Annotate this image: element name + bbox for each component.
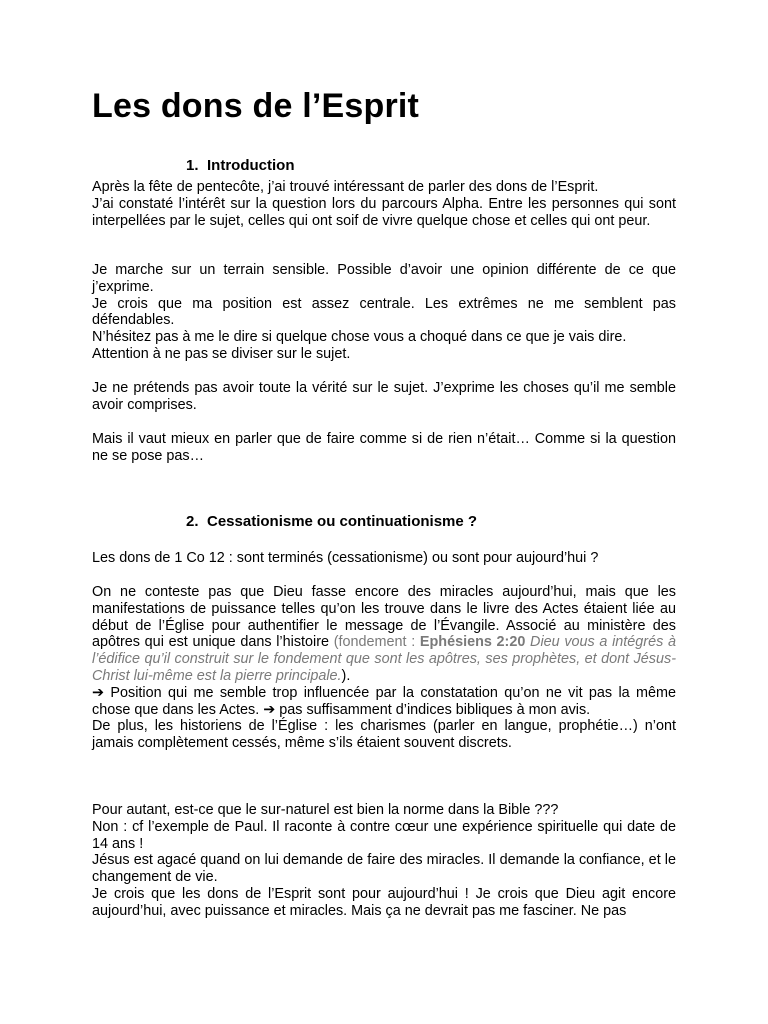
intro-paragraph-2 [92, 262, 676, 363]
paragraph-line: Mais il vaut mieux en parler que de faire comme si de rien n’était… Comme si la question ne se pose pas… [92, 431, 676, 464]
paragraph-line: Je crois que les dons de l’Esprit sont pour aujourd’hui ! Je crois que Dieu agit encore aujourd’hui, avec puissance et miracles. Mais ça ne devrait pas me fasciner. Ne pas [92, 885, 676, 919]
section2-question [92, 550, 676, 567]
arrow-icon: ➔ [92, 684, 105, 701]
arrow-icon: ➔ [263, 701, 276, 718]
section-number: 1. [186, 157, 199, 174]
document-title: Les dons de l’Esprit [92, 87, 420, 125]
historians-text: De plus, les historiens de l’Église : les charismes (parler en langue, prophétie…) n’ont jamais complètement cessés, même s’ils étaient souvent discrets. [92, 718, 676, 752]
paragraph-line: Jésus est agacé quand on lui demande de faire des miracles. Il demande la confiance, et le changement de vie. [92, 852, 676, 886]
conclusion-text: pas suffisamment d’indices bibliques à mon avis. [279, 701, 591, 718]
paragraph-line: Je crois que ma position est assez centrale. Les extrêmes ne me semblent pas défendables. [92, 295, 676, 329]
paragraph-line: Les dons de 1 Co 12 : sont terminés (cessationisme) ou sont pour aujourd’hui ? [92, 550, 599, 566]
paragraph-line: J’ai constaté l’intérêt sur la question lors du parcours Alpha. Entre les personnes qui sont interpellées par le sujet, celles qui ont soif de vivre quelque chose et celles qui ont peur. [92, 195, 676, 229]
section-title: Cessationisme ou continuationisme ? [207, 513, 478, 530]
bible-quote: Dieu vous a intégrés à l’édifice qu’il construit sur le fondement que sont les apôtres, ses prophètes, et dont Jésus-Christ lui-même est la pierre principale. [92, 634, 676, 684]
argument-text: On ne conteste pas que Dieu fasse encore des miracles aujourd’hui, mais que les manifestations de puissance telles qu’on les trouve dans le livre des Actes étaient liée au début de l’Église pour authentifier le message de l’Évangile. Associé au ministère des apôtres qui est unique dans l’histoire [92, 584, 676, 651]
intro-paragraph-4 [92, 431, 676, 465]
paragraph-line: Attention à ne pas se diviser sur le sujet. [92, 345, 351, 362]
section2-closing [92, 802, 676, 920]
section-number: 2. [186, 513, 199, 530]
section-heading-introduction [186, 157, 294, 175]
section2-argument [92, 584, 676, 752]
paragraph-line: Non : cf l’exemple de Paul. Il raconte à contre cœur une expérience spirituelle qui date de 14 ans ! [92, 818, 676, 852]
reference-close: ). [341, 667, 351, 684]
section-heading-cessationisme [186, 513, 477, 531]
position-text: Position qui me semble trop influencée par la constatation qu’on ne vit pas la même chose que dans les Actes. [92, 684, 676, 718]
paragraph-line: Pour autant, est-ce que le sur-naturel est bien la norme dans la Bible ??? [92, 802, 559, 818]
paragraph-line: Après la fête de pentecôte, j’ai trouvé intéressant de parler des dons de l’Esprit. [92, 179, 599, 195]
bible-reference: Ephésiens 2:20 [419, 634, 526, 651]
reference-open: (fondement : [333, 634, 420, 651]
section-title: Introduction [207, 157, 295, 174]
paragraph-line: N’hésitez pas à me le dire si quelque chose vous a choqué dans ce que je vais dire. [92, 329, 627, 346]
intro-paragraph-1 [92, 179, 676, 229]
intro-paragraph-3 [92, 380, 676, 414]
paragraph-line: Je ne prétends pas avoir toute la vérité sur le sujet. J’exprime les choses qu’il me semble avoir comprises. [92, 380, 676, 413]
paragraph-line: Je marche sur un terrain sensible. Possible d’avoir une opinion différente de ce que j’exprime. [92, 262, 676, 295]
